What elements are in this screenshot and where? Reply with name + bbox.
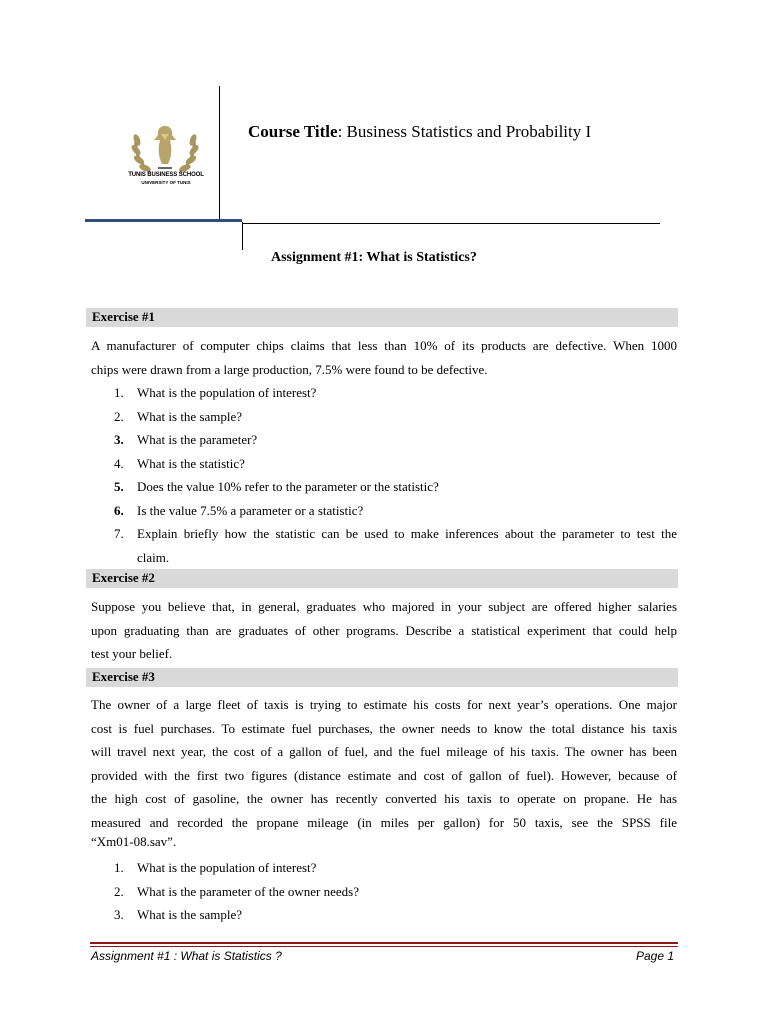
exercise-2-label: Exercise #2: [92, 570, 155, 585]
exercise-2-header-bar: [86, 569, 678, 588]
question-item: 7. Explain briefly how the statistic can be used to make inferences about the parameter to test the: [114, 526, 677, 541]
exercise-3-questions: [91, 856, 359, 927]
header-tick: [242, 222, 243, 250]
header-rule-blue: [85, 219, 242, 222]
text-line: The owner of a large fleet of taxis is trying to estimate his costs for next year’s operations. One major: [91, 697, 677, 712]
text-line: chips were drawn from a large production, 7.5% were found to be defective.: [91, 361, 488, 377]
course-title: [248, 122, 591, 142]
text-line: A manufacturer of computer chips claims that less than 10% of its products are defective. When 1000: [91, 338, 677, 353]
course-title-label: Course Title: [248, 122, 338, 141]
assignment-title: Assignment #1: What is Statistics?: [271, 250, 477, 265]
logo-text-school: TUNIS BUSINESS SCHOOL: [128, 172, 204, 178]
question-item: 5. Does the value 10% refer to the parameter or the statistic?: [114, 479, 439, 494]
footer-rule-thin: [90, 946, 678, 947]
page-number: Page 1: [636, 949, 675, 963]
question-item: 3. What is the parameter?: [114, 432, 258, 447]
footer-title: Assignment #1 : What is Statistics ?: [91, 949, 282, 963]
question-item: 4. What is the statistic?: [114, 455, 245, 471]
text-line: “Xm01-08.sav”.: [91, 834, 177, 849]
course-title-value: : Business Statistics and Probability I: [337, 122, 592, 141]
exercise-3-label: Exercise #3: [92, 669, 155, 684]
text-line: measured and recorded the propane mileage (in miles per gallon) for 50 taxis, see the SPSS file: [91, 814, 677, 830]
text-line: will travel next year, the cost of a gallon of fuel, and the fuel mileage of his taxis. The owner has been: [91, 744, 677, 759]
text-line: provided with the first two figures (distance estimate and cost of gallon of fuel). However, because of: [91, 767, 677, 783]
logo-text-university: UNIVERSITY OF TUNIS: [141, 180, 191, 185]
text-line: upon graduating than are graduates of other programs. Describe a statistical experiment that could help: [91, 622, 677, 638]
question-item: 1. What is the population of interest?: [114, 385, 317, 400]
text-line: Suppose you believe that, in general, graduates who majored in your subject are offered higher salaries: [91, 599, 677, 614]
exercise-1-label: Exercise #1: [92, 309, 155, 324]
question-item: 1. What is the population of interest?: [114, 860, 317, 875]
exercise-1-text: [91, 334, 677, 381]
question-item: 6. Is the value 7.5% a parameter or a statistic?: [114, 502, 364, 518]
exercise-3-text: [91, 693, 677, 849]
text-line: cost is fuel purchases. To estimate fuel purchases, the owner needs to know the total distance his taxis: [91, 720, 677, 736]
text-line: test your belief.: [91, 646, 173, 661]
school-logo-icon: [120, 110, 210, 190]
header-divider-vertical: [219, 86, 220, 220]
footer-rule-thick: [90, 942, 678, 944]
question-item: 2. What is the parameter of the owner needs?: [114, 883, 359, 899]
header-rule: [242, 223, 660, 224]
exercise-2-text: [91, 595, 677, 666]
exercise-3-header-bar: [86, 668, 678, 687]
question-item: 3. What is the sample?: [114, 907, 243, 922]
exercise-1-header-bar: [86, 308, 678, 327]
exercise-1-questions: [91, 381, 677, 569]
text-line: the high cost of gasoline, the owner has recently converted his taxis to operate on propane. He has: [91, 791, 677, 806]
question-item-continued: claim.: [137, 549, 170, 565]
question-item: 2. What is the sample?: [114, 408, 243, 424]
